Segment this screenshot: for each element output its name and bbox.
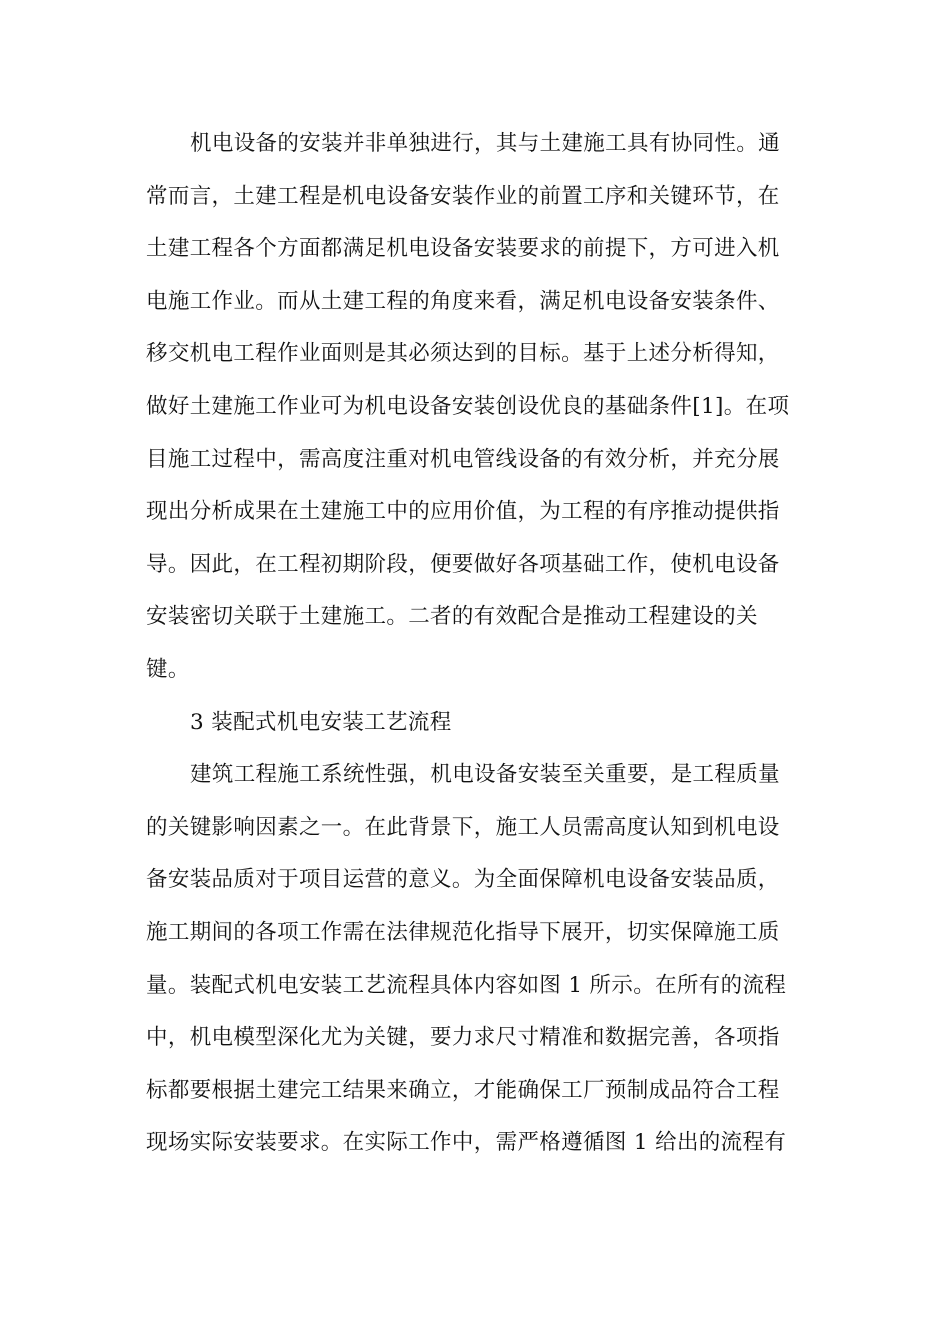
text-line: 常而言，土建工程是机电设备安装作业的前置工序和关键环节，在 <box>146 183 780 209</box>
text-line: 现出分析成果在土建施工中的应用价值，为工程的有序推动提供指 <box>146 499 780 525</box>
text-line: 备安装品质对于项目运营的意义。为全面保障机电设备安装品质， <box>146 867 780 893</box>
text-line: 机电设备的安装并非单独进行，其与土建施工具有协同性。通 <box>190 131 780 156</box>
text-line: 施工期间的各项工作需在法律规范化指导下展开，切实保障施工质 <box>146 919 780 945</box>
paragraph-1 <box>146 118 806 697</box>
text-line: 做好土建施工作业可为机电设备安装创设优良的基础条件[1]。在项 <box>146 393 790 419</box>
text-line: 电施工作业。而从土建工程的角度来看，满足机电设备安装条件、 <box>146 288 780 314</box>
text-line: 量。装配式机电安装工艺流程具体内容如图 1 所示。在所有的流程 <box>146 972 787 998</box>
text-line: 目施工过程中，需高度注重对机电管线设备的有效分析，并充分展 <box>146 446 780 472</box>
text-line: 现场实际安装要求。在实际工作中，需严格遵循图 1 给出的流程有 <box>146 1130 787 1156</box>
text-line: 安装密切关联于土建施工。二者的有效配合是推动工程建设的关 <box>146 604 758 630</box>
text-line: 移交机电工程作业面则是其必须达到的目标。基于上述分析得知， <box>146 341 780 367</box>
text-line: 的关键影响因素之一。在此背景下，施工人员需高度认知到机电设 <box>146 814 780 840</box>
text-line: 土建工程各个方面都满足机电设备安装要求的前提下，方可进入机 <box>146 236 780 262</box>
section-heading: 3 装配式机电安装工艺流程 <box>190 709 452 735</box>
paragraph-2 <box>146 749 806 1170</box>
text-line: 建筑工程施工系统性强，机电设备安装至关重要，是工程质量 <box>190 762 780 788</box>
text-line: 键。 <box>146 656 190 682</box>
text-line: 标都要根据土建完工结果来确立，才能确保工厂预制成品符合工程 <box>146 1077 780 1103</box>
text-line: 导。因此，在工程初期阶段，便要做好各项基础工作，使机电设备 <box>146 551 780 577</box>
text-line: 中，机电模型深化尤为关键，要力求尺寸精准和数据完善，各项指 <box>146 1025 780 1051</box>
document-body <box>146 118 806 1170</box>
